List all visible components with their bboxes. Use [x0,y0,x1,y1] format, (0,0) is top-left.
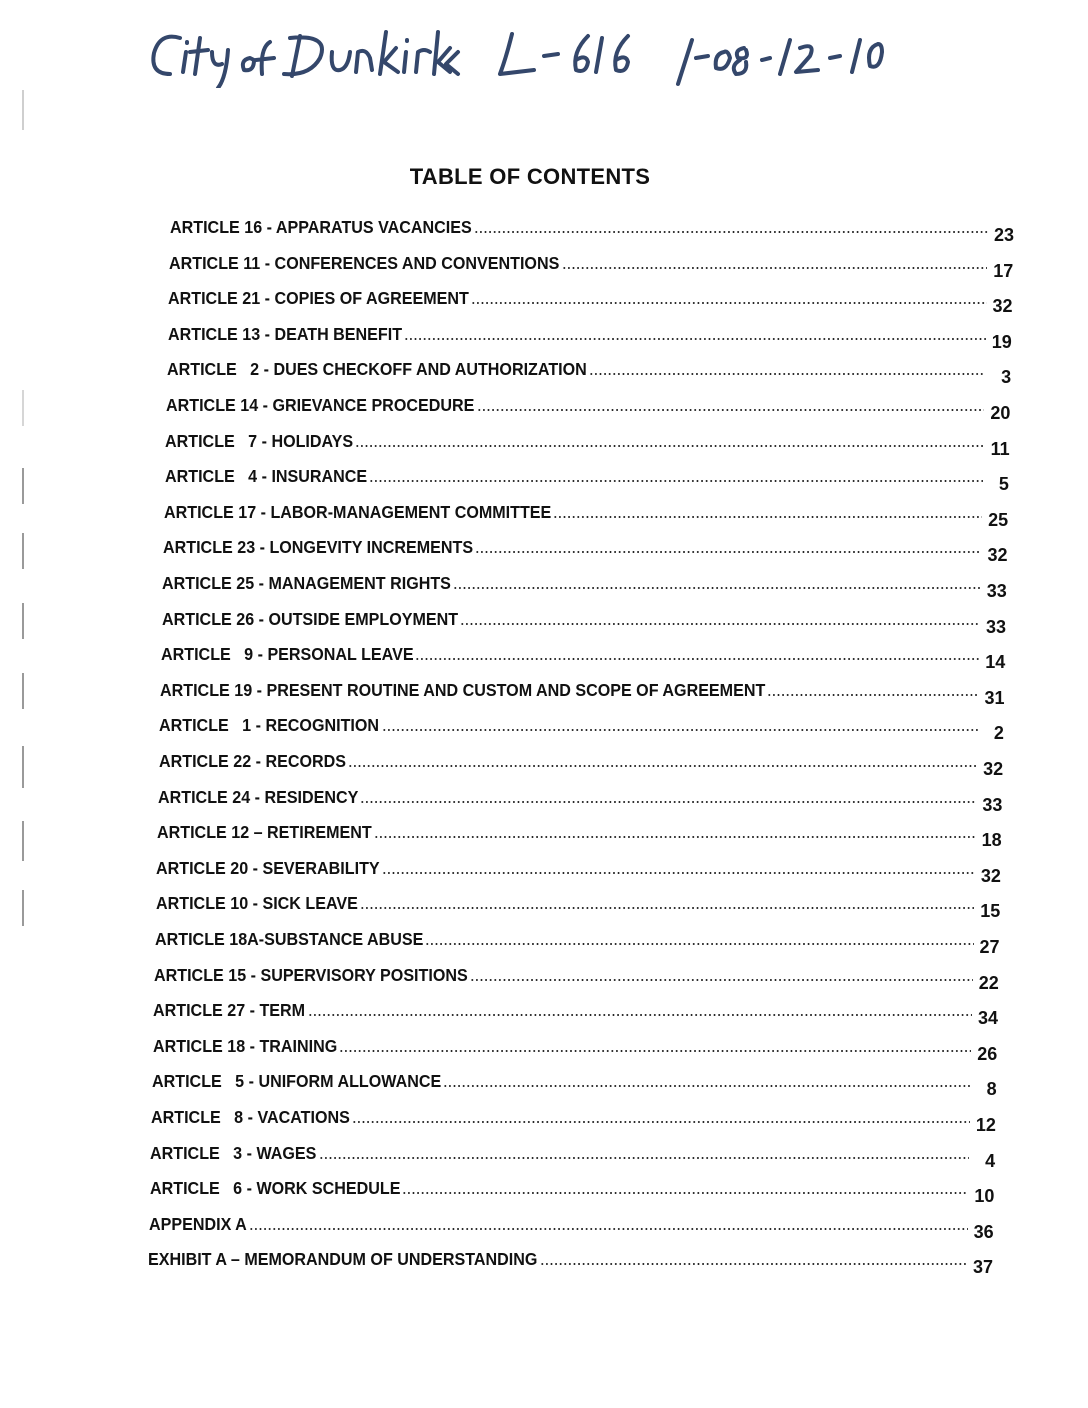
toc-entry-label: ARTICLE 26 - OUTSIDE EMPLOYMENT [161,608,458,629]
toc-entry [148,1244,993,1278]
toc-entry-page-number: 31 [984,687,1005,708]
toc-entry [154,924,1000,957]
dot-leader [382,728,978,732]
toc-entry-label: ARTICLE 12 – RETIREMENT [157,822,372,843]
toc-entry-label: ARTICLE 3 - WAGES [150,1142,317,1163]
toc-entry-page-number: 25 [988,509,1009,530]
dot-leader [767,693,978,697]
toc-entry-label: ARTICLE 18A-SUBSTANCE ABUSE [154,929,424,949]
toc-entry-page-number: 17 [993,260,1014,281]
toc-entry-label: ARTICLE 8 - VACATIONS [151,1107,350,1127]
dot-leader [308,1013,972,1017]
toc-entry-page-number: 34 [978,1008,999,1029]
toc-entry-page-number: 22 [978,972,999,993]
toc-entry-label: ARTICLE 6 - WORK SCHEDULE [149,1178,400,1199]
toc-entry [165,426,1010,459]
dot-leader [562,266,987,270]
toc-entry-page-number: 12 [975,1115,996,1135]
toc-entry [170,212,1014,245]
dot-leader [460,622,980,626]
toc-entry-label: ARTICLE 22 - RECORDS [158,751,346,771]
toc-entry [154,960,999,993]
toc-entry [148,1209,994,1242]
toc-entry [151,1066,997,1100]
toc-entry-label: ARTICLE 15 - SUPERVISORY POSITIONS [154,964,468,985]
toc-entry-page-number: 19 [991,331,1012,352]
toc-entry-page-number: 32 [987,545,1008,566]
toc-entry-label: ARTICLE 5 - UNIFORM ALLOWANCE [151,1071,441,1092]
toc-entry [169,248,1014,281]
toc-entry [155,888,1001,922]
toc-entry-label: ARTICLE 19 - PRESENT ROUTINE AND CUSTOM AND SCOPE OF AGREEMENT [160,679,766,700]
toc-entry-page-number: 36 [973,1221,994,1242]
toc-entry-page-number: 11 [990,438,1010,459]
toc-entry-label: APPENDIX A [148,1213,247,1234]
toc-entry [166,354,1012,388]
dot-leader [404,337,986,341]
toc-entry-page-number: 10 [974,1186,995,1207]
toc-entry-label: ARTICLE 23 - LONGEVITY INCREMENTS [163,537,474,558]
dot-leader [415,657,979,661]
toc-entry-page-number: 14 [985,652,1006,673]
dot-leader [470,978,973,982]
toc-entry [149,1173,995,1207]
toc-entry-page-number: 3 [1001,367,1012,388]
toc-entry [158,746,1004,779]
toc-entry-page-number: 23 [993,225,1014,245]
toc-entry [157,782,1003,815]
dot-leader [360,906,974,910]
dot-leader [319,1156,970,1160]
toc-entry-page-number: 8 [986,1079,997,1100]
toc-entry-label: ARTICLE 4 - INSURANCE [164,466,367,487]
toc-entry-page-number: 33 [986,581,1007,601]
toc-entry-page-number: 18 [981,830,1002,851]
toc-entry [167,319,1012,352]
toc-entry [153,995,999,1029]
toc-entry [159,710,1004,744]
toc-entry-page-number: 32 [992,296,1013,317]
dot-leader [553,515,982,519]
toc-entry-label: ARTICLE 20 - SEVERABILITY [156,857,380,878]
toc-entry-label: ARTICLE 24 - RESIDENCY [157,786,359,807]
toc-entry-page-number: 33 [982,794,1003,815]
toc-entry-label: ARTICLE 2 - DUES CHECKOFF AND AUTHORIZATION [166,359,587,380]
dot-leader [348,764,977,768]
dot-leader [453,586,980,590]
dot-leader [382,871,975,875]
dot-leader [249,1227,968,1231]
dot-leader [355,444,984,448]
toc-entry [151,1102,996,1135]
toc-entry-page-number: 27 [979,937,1000,957]
toc-entry-label: ARTICLE 14 - GRIEVANCE PROCEDURE [166,395,475,415]
toc-entry [160,639,1006,673]
toc-entry [152,1031,998,1064]
toc-entry-label: EXHIBIT A – MEMORANDUM OF UNDERSTANDING [148,1249,538,1270]
toc-entry [162,568,1007,601]
toc-entry-label: ARTICLE 27 - TERM [153,1000,306,1021]
toc-entry [150,1138,996,1171]
toc-entry-page-number: 26 [977,1043,998,1064]
dot-leader [339,1049,971,1053]
toc-entry-page-number: 2 [993,723,1004,744]
dot-leader [477,408,985,412]
page-title: TABLE OF CONTENTS [409,164,651,189]
toc-entry-page-number: 32 [980,865,1001,886]
toc-entry [156,853,1001,886]
toc-entry [168,283,1013,317]
dot-leader [474,230,988,234]
dot-leader [443,1084,970,1088]
toc-entry [161,604,1007,637]
toc-entry-label: ARTICLE 9 - PERSONAL LEAVE [160,644,414,665]
toc-entry [166,390,1011,423]
dot-leader [402,1191,968,1195]
toc-entry [160,675,1005,708]
toc-entry-label: ARTICLE 11 - CONFERENCES AND CONVENTIONS [169,252,560,273]
toc-entry-page-number: 32 [983,759,1004,779]
toc-entry-page-number: 4 [985,1150,996,1171]
dot-leader [352,1120,970,1124]
toc-entry-page-number: 15 [980,901,1001,922]
toc-entry [164,461,1009,495]
toc-entry [163,497,1009,530]
dot-leader [360,800,976,804]
toc-entry-label: ARTICLE 13 - DEATH BENEFIT [167,323,402,344]
toc-entry-label: ARTICLE 7 - HOLIDAYS [165,430,354,451]
toc-entry-page-number: 33 [985,616,1007,637]
toc-entry-label: ARTICLE 17 - LABOR-MANAGEMENT COMMITTEE [163,501,552,522]
toc-entry-page-number: 5 [998,474,1009,495]
toc-entry-label: ARTICLE 18 - TRAINING [152,1035,337,1056]
toc-entry-label: ARTICLE 1 - RECOGNITION [159,715,380,736]
dot-leader [374,835,975,839]
toc-entry-page-number: 37 [972,1257,993,1278]
dot-leader [540,1262,967,1266]
dot-leader [471,301,986,305]
dot-leader [369,479,983,483]
dot-leader [425,942,974,946]
toc-entry-label: ARTICLE 25 - MANAGEMENT RIGHTS [162,573,452,593]
toc-entry-label: ARTICLE 16 - APPARATUS VACANCIES [170,217,472,237]
dot-leader [589,372,985,376]
toc-entry-label: ARTICLE 21 - COPIES OF AGREEMENT [168,288,470,309]
dot-leader [475,550,981,554]
toc-entry-label: ARTICLE 10 - SICK LEAVE [155,893,358,914]
toc-entry [163,532,1008,566]
toc-entry-page-number: 20 [990,403,1011,423]
toc-entry [157,817,1002,851]
